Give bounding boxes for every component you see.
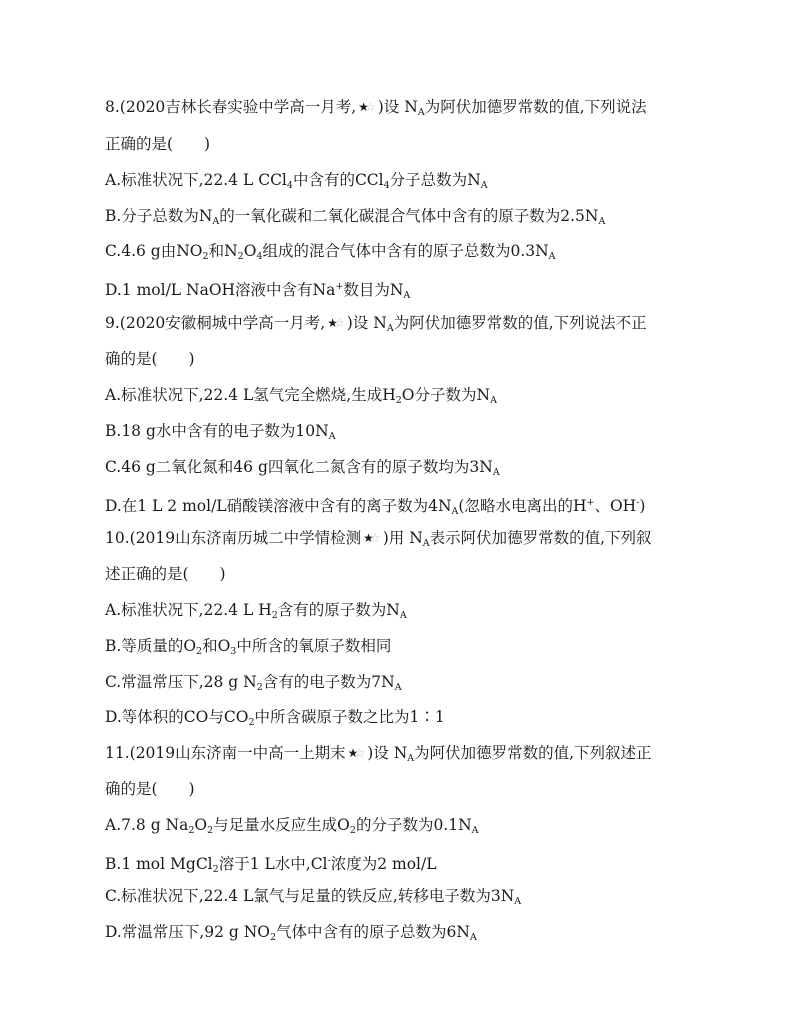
question-11-option-d: D.常温常压下,92 g $NO_2$气体中含有的原子总数为$6N_A$ — [105, 923, 477, 943]
difficulty-star-icon: ★☆ — [327, 316, 341, 330]
question-9-option-c: C.46 g二氧化氮和46 g四氧化二氮含有的原子数均为$3N_A$ — [105, 458, 500, 478]
question-11-stem-cont: 确的是( ) — [105, 780, 195, 798]
question-9-option-b: B.18 g水中含有的电子数为$10N_A$ — [105, 422, 336, 442]
question-8-option-d: D.1 mol/L NaOH溶液中含有Na+数目为$N_A$ — [105, 281, 411, 301]
question-10-option-a: A.标准状况下,22.4 L $H_2$含有的原子数为$N_A$ — [105, 601, 407, 621]
question-8-option-b: B.分子总数为$N_A$的一氧化碳和二氧化碳混合气体中含有的原子数为$2.5N_A$ — [105, 207, 606, 227]
difficulty-star-icon: ★☆ — [363, 531, 377, 545]
difficulty-star-icon: ★☆ — [347, 746, 362, 760]
question-11-option-a: A.7.8 g $Na_2O_2$与足量水反应生成$O_2$的分子数为$0.1N_A$ — [105, 816, 479, 836]
question-10-stem-cont: 述正确的是( ) — [105, 565, 226, 583]
question-10-option-b: B.等质量的$O_2$和$O_3$中所含的氧原子数相同 — [105, 637, 392, 657]
question-11-option-c: C.标准状况下,22.4 L氯气与足量的铁反应,转移电子数为$3N_A$ — [105, 887, 522, 907]
question-8-option-c: C.4.6 g由$NO_2$和$N_2O_4$组成的混合气体中含有的原子总数为$0.3N_A$ — [105, 242, 556, 262]
question-9-stem-cont: 确的是( ) — [105, 350, 195, 368]
question-8-stem-cont: 正确的是( ) — [105, 135, 211, 153]
question-10-stem: 10.(2019山东济南历城二中学情检测 ★☆ )用 $N_A$表示阿伏加德罗常数的值,下列叙 — [105, 529, 652, 549]
question-10-option-c: C.常温常压下,28 g $N_2$含有的电子数为$7N_A$ — [105, 673, 402, 693]
difficulty-star-icon: ★☆ — [358, 100, 372, 114]
question-11-option-b: B.1 mol MgCl$_2$溶于1 L水中,Cl-浓度为2 mol/L — [105, 855, 437, 875]
question-8-option-a: A.标准状况下,22.4 L CCl$_4$中含有的CCl$_4$分子总数为$N_A$ — [105, 171, 488, 191]
question-9-option-d: D.在1 L 2 mol/L硝酸镁溶液中含有的离子数为$4N_A$(忽略水电离出的H+、OH-) — [105, 497, 646, 517]
question-9-stem: 9.(2020安徽桐城中学高一月考, ★☆ )设 $N_A$为阿伏加德罗常数的值,下列说法不正 — [105, 314, 647, 334]
question-9-option-a: A.标准状况下,22.4 L氢气完全燃烧,生成$H_2O$分子数为$N_A$ — [105, 386, 497, 406]
question-11-stem: 11.(2019山东济南一中高一上期末 ★☆ )设 $N_A$为阿伏加德罗常数的值,下列叙述正 — [105, 744, 652, 764]
question-10-option-d: D.等体积的CO与$CO_2$中所含碳原子数之比为1∶1 — [105, 708, 445, 728]
question-8-stem: 8.(2020吉林长春实验中学高一月考, ★☆ )设 $N_A$为阿伏加德罗常数的值,下列说法 — [105, 98, 647, 118]
